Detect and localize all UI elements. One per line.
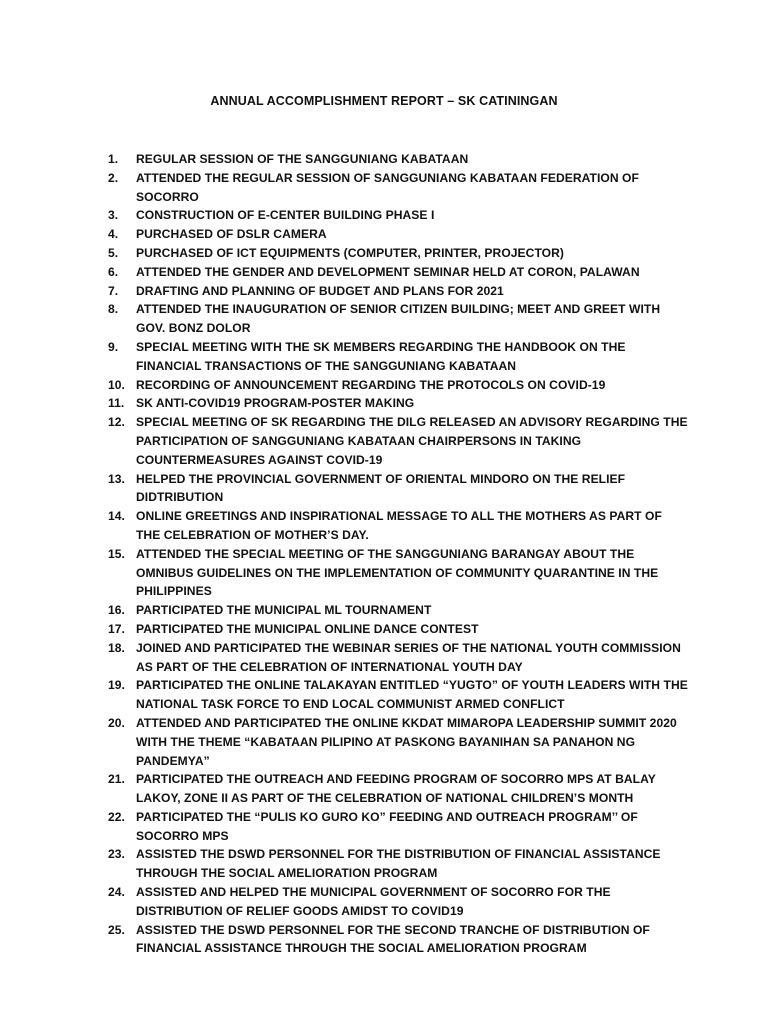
list-item-text: PARTICIPATED THE MUNICIPAL ONLINE DANCE CONTEST	[136, 621, 479, 636]
list-item-text: ATTENDED AND PARTICIPATED THE ONLINE KKDAT MIMAROPA LEADERSHIP SUMMIT 2020 WITH THE THEME “KABATAAN PILIPINO AT PASKONG BAYANIHAN SA PANAHON NG PANDEMYA”	[136, 715, 677, 768]
list-item-number: 14.	[108, 509, 125, 524]
list-item-text: ATTENDED THE REGULAR SESSION OF SANGGUNIANG KABATAAN FEDERATION OF SOCORRO	[136, 170, 639, 204]
list-item	[108, 206, 688, 225]
list-item-number: 7.	[108, 283, 119, 298]
list-item-text: REGULAR SESSION OF THE SANGGUNIANG KABATAAN	[136, 152, 469, 166]
list-item-text: DRAFTING AND PLANNING OF BUDGET AND PLANS FOR 2021	[136, 283, 504, 298]
list-item	[108, 808, 688, 846]
list-item-text: ASSISTED THE DSWD PERSONNEL FOR THE DISTRIBUTION OF FINANCIAL ASSISTANCE THROUGH THE SOCIAL AMELIORATION PROGRAM	[136, 847, 661, 881]
list-item-text: HELPED THE PROVINCIAL GOVERNMENT OF ORIENTAL MINDORO ON THE RELIEF DIDTRIBUTION	[136, 471, 626, 505]
list-item	[108, 225, 688, 244]
list-item	[108, 770, 688, 808]
list-item-number: 18.	[108, 640, 125, 655]
list-item-number: 13.	[108, 471, 125, 486]
list-item	[108, 150, 688, 169]
list-item-number: 3.	[108, 208, 119, 223]
list-item-number: 19.	[108, 678, 125, 693]
list-item	[108, 639, 688, 677]
list-item-number: 23.	[108, 847, 125, 862]
list-item	[108, 244, 688, 263]
list-item-text: CONSTRUCTION OF E-CENTER BUILDING PHASE I	[136, 208, 435, 223]
list-item-number: 12.	[108, 415, 125, 430]
list-item-text: ONLINE GREETINGS AND INSPIRATIONAL MESSAGE TO ALL THE MOTHERS AS PART OF THE CELEBRATION OF MOTHER’S DAY.	[136, 509, 662, 542]
list-item-number: 25.	[108, 922, 125, 937]
list-item-text: ATTENDED THE SPECIAL MEETING OF THE SANGGUNIANG BARANGAY ABOUT THE OMNIBUS GUIDELINES ON THE IMPLEMENTATION OF COMMUNITY QUARANTINE IN THE PHILIPPINES	[136, 546, 659, 599]
list-item-number: 4.	[108, 227, 119, 242]
list-item	[108, 376, 688, 395]
list-item-text: JOINED AND PARTICIPATED THE WEBINAR SERIES OF THE NATIONAL YOUTH COMMISSION AS PART OF THE CELEBRATION OF INTERNATIONAL YOUTH DAY	[136, 640, 681, 674]
list-item-text: PURCHASED OF ICT EQUIPMENTS (COMPUTER, PRINTER, PROJECTOR)	[136, 245, 564, 260]
list-item	[108, 394, 688, 413]
list-item-text: PARTICIPATED THE ONLINE TALAKAYAN ENTITLED “YUGTO” OF YOUTH LEADERS WITH THE NATIONAL TASK FORCE TO END LOCAL COMMUNIST ARMED CONFLICT	[136, 678, 688, 712]
list-item-number: 17.	[108, 621, 125, 636]
list-item-number: 9.	[108, 339, 119, 354]
list-item-number: 16.	[108, 603, 125, 618]
list-item-text: ATTENDED THE INAUGURATION OF SENIOR CITIZEN BUILDING; MEET AND GREET WITH GOV. BONZ DOLOR	[136, 302, 661, 336]
document-title: ANNUAL ACCOMPLISHMENT REPORT – SK CATININGAN	[210, 94, 558, 108]
list-item	[108, 545, 688, 601]
list-item	[108, 620, 688, 639]
list-item	[108, 338, 688, 376]
list-item-number: 21.	[108, 772, 125, 787]
list-item	[108, 169, 688, 207]
list-item-number: 10.	[108, 377, 125, 392]
list-item-text: PARTICIPATED THE MUNICIPAL ML TOURNAMENT	[136, 603, 432, 618]
list-item	[108, 263, 688, 282]
list-item-number: 8.	[108, 302, 119, 317]
list-item-text: PURCHASED OF DSLR CAMERA	[136, 227, 327, 242]
list-item-number: 11.	[108, 396, 125, 411]
list-item-text: SPECIAL MEETING WITH THE SK MEMBERS REGARDING THE HANDBOOK ON THE FINANCIAL TRANSACTIONS OF THE SANGGUNIANG KABATAAN	[136, 339, 626, 373]
list-item-number: 15.	[108, 546, 125, 561]
list-item	[108, 921, 688, 959]
list-item-number: 1.	[108, 152, 119, 166]
list-item-text: SPECIAL MEETING OF SK REGARDING THE DILG RELEASED AN ADVISORY REGARDING THE PARTICIPATION OF SANGGUNIANG KABATAAN CHAIRPERSONS IN TAKING COUNTERMEASURES AGAINST COVID-19	[136, 415, 688, 467]
list-item	[108, 300, 688, 338]
list-item-number: 20.	[108, 715, 125, 730]
accomplishment-list	[108, 150, 688, 958]
list-item-text: PARTICIPATED THE OUTREACH AND FEEDING PROGRAM OF SOCORRO MPS AT BALAY LAKOY, ZONE II AS PART OF THE CELEBRATION OF NATIONAL CHILDREN’S MONTH	[136, 772, 656, 806]
list-item	[108, 470, 688, 508]
list-item-text: ATTENDED THE GENDER AND DEVELOPMENT SEMINAR HELD AT CORON, PALAWAN	[136, 264, 640, 279]
list-item-number: 2.	[108, 170, 119, 185]
list-item	[108, 507, 688, 545]
list-item	[108, 883, 688, 921]
list-item-number: 24.	[108, 885, 125, 900]
list-item-text: SK ANTI-COVID19 PROGRAM-POSTER MAKING	[136, 396, 415, 411]
list-item	[108, 714, 688, 770]
list-item-number: 5.	[108, 245, 119, 260]
list-item	[108, 601, 688, 620]
list-item	[108, 676, 688, 714]
list-item-number: 22.	[108, 809, 125, 824]
list-item-text: ASSISTED AND HELPED THE MUNICIPAL GOVERNMENT OF SOCORRO FOR THE DISTRIBUTION OF RELIEF GOODS AMIDST TO COVID19	[136, 885, 611, 918]
list-item-text: PARTICIPATED THE “PULIS KO GURO KO” FEEDING AND OUTREACH PROGRAM’’ OF SOCORRO MPS	[136, 809, 638, 843]
list-item	[108, 845, 688, 883]
list-item-number: 6.	[108, 264, 119, 279]
list-item	[108, 413, 688, 469]
list-item-text: RECORDING OF ANNOUNCEMENT REGARDING THE PROTOCOLS ON COVID-19	[136, 377, 606, 392]
list-item-text: ASSISTED THE DSWD PERSONNEL FOR THE SECOND TRANCHE OF DISTRIBUTION OF FINANCIAL ASSISTANCE THROUGH THE SOCIAL AMELIORATION PROGRAM	[136, 922, 650, 956]
list-item	[108, 282, 688, 301]
